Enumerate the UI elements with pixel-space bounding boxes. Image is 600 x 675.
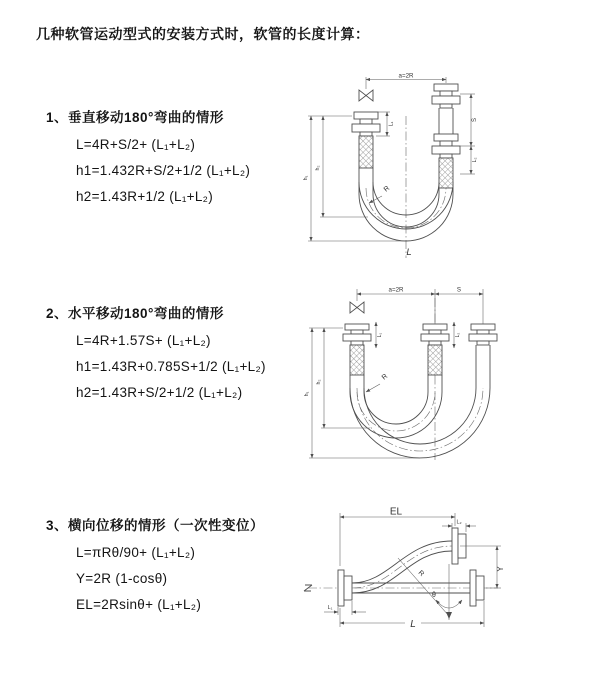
diagram-horizontal-180-svg xyxy=(300,282,562,464)
radius-label: R xyxy=(380,372,390,382)
page-title: 几种软管运动型式的安装方式时，软管的长度计算： xyxy=(36,26,370,42)
valve-icon xyxy=(350,302,364,313)
section-horizontal-180 xyxy=(46,302,266,400)
dim-label-s: S xyxy=(472,117,478,123)
braided-hose-right xyxy=(439,158,453,188)
hose-outer-wall-pos1 xyxy=(350,392,442,438)
section-1-heading: 1、垂直移动180°弯曲的情形 xyxy=(46,110,224,125)
angle-label: θ xyxy=(432,592,436,599)
braided-hose-left xyxy=(359,136,373,168)
formula-h2: h2=1.43R+S/2+1/2 (L₁+L₂) xyxy=(76,385,243,400)
dim-label-s: S xyxy=(456,286,462,294)
dim-label-h2: h₂ xyxy=(316,379,322,385)
diagram-lateral-displacement-svg xyxy=(300,502,572,660)
formula-Y: Y=2R (1-cosθ) xyxy=(76,571,168,586)
dim-label-y: Y xyxy=(496,566,505,572)
radius-label: R xyxy=(382,184,392,194)
dim-label-l1: L₁ xyxy=(327,605,333,611)
dim-label-h2: h₂ xyxy=(315,165,321,171)
braided-hose-left xyxy=(350,345,364,375)
dim-label-a2r: a=2R xyxy=(388,286,404,294)
formula-h1: h1=1.432R+S/2+1/2 (L₁+L₂) xyxy=(76,163,251,178)
angle-vertex-arrow xyxy=(446,612,452,619)
section-3-heading: 3、横向位移的情形（一次性变位） xyxy=(46,518,265,533)
formula-L: L=πRθ/90+ (L₁+L₂) xyxy=(76,545,196,560)
radius-label: R xyxy=(416,569,426,578)
curved-hose-centerline xyxy=(352,546,452,588)
dim-label-h1: h₁ xyxy=(303,175,309,181)
section-2-heading: 2、水平移动180°弯曲的情形 xyxy=(46,306,224,321)
dim-label-h1: h₁ xyxy=(304,391,310,397)
formula-h1: h1=1.43R+0.785S+1/2 (L₁+L₂) xyxy=(76,359,266,374)
left-flange xyxy=(343,324,371,345)
section-lateral-displacement xyxy=(46,514,264,612)
middle-flange xyxy=(421,324,449,345)
radius-line xyxy=(398,558,449,616)
formula-L: L=4R+S/2+ (L₁+L₂) xyxy=(76,137,196,152)
valve-icon xyxy=(359,90,373,101)
left-flange xyxy=(352,112,380,136)
diagram-vertical-180 xyxy=(298,70,530,262)
formula-h2: h2=1.43R+1/2 (L₁+L₂) xyxy=(76,189,214,204)
curved-hose-bottom xyxy=(352,551,452,593)
length-label: L xyxy=(406,247,412,258)
dim-label-a2r: a=2R xyxy=(398,72,414,80)
formula-EL: EL=2Rsinθ+ (L₁+L₂) xyxy=(76,597,202,612)
formula-L: L=4R+1.57S+ (L₁+L₂) xyxy=(76,333,211,348)
dim-label-l: L xyxy=(410,619,416,630)
diagram-lateral-displacement xyxy=(300,502,572,660)
diagram-vertical-180-svg xyxy=(298,70,530,262)
right-upper-flange xyxy=(432,84,460,108)
dim-label-l2: L₂ xyxy=(456,519,462,526)
left-flange xyxy=(338,570,352,606)
right-lower-flange xyxy=(432,134,460,158)
dim-label-el: EL xyxy=(389,506,403,518)
dim-label-l2: L₂ xyxy=(472,157,478,163)
dim-label-l1: L₁ xyxy=(388,121,395,127)
diagram-horizontal-180 xyxy=(300,282,562,464)
curved-hose-top xyxy=(352,541,452,583)
hose-centerline-pos2 xyxy=(357,388,483,451)
hose-outer-wall-pos2 xyxy=(350,388,490,458)
braided-hose-middle xyxy=(428,345,442,375)
right-flange xyxy=(470,570,484,606)
section-vertical-180 xyxy=(46,106,250,204)
dim-label-l2: L₂ xyxy=(455,332,461,338)
dim-label-l1: L₁ xyxy=(377,332,383,338)
right-flange-moved xyxy=(469,324,497,345)
